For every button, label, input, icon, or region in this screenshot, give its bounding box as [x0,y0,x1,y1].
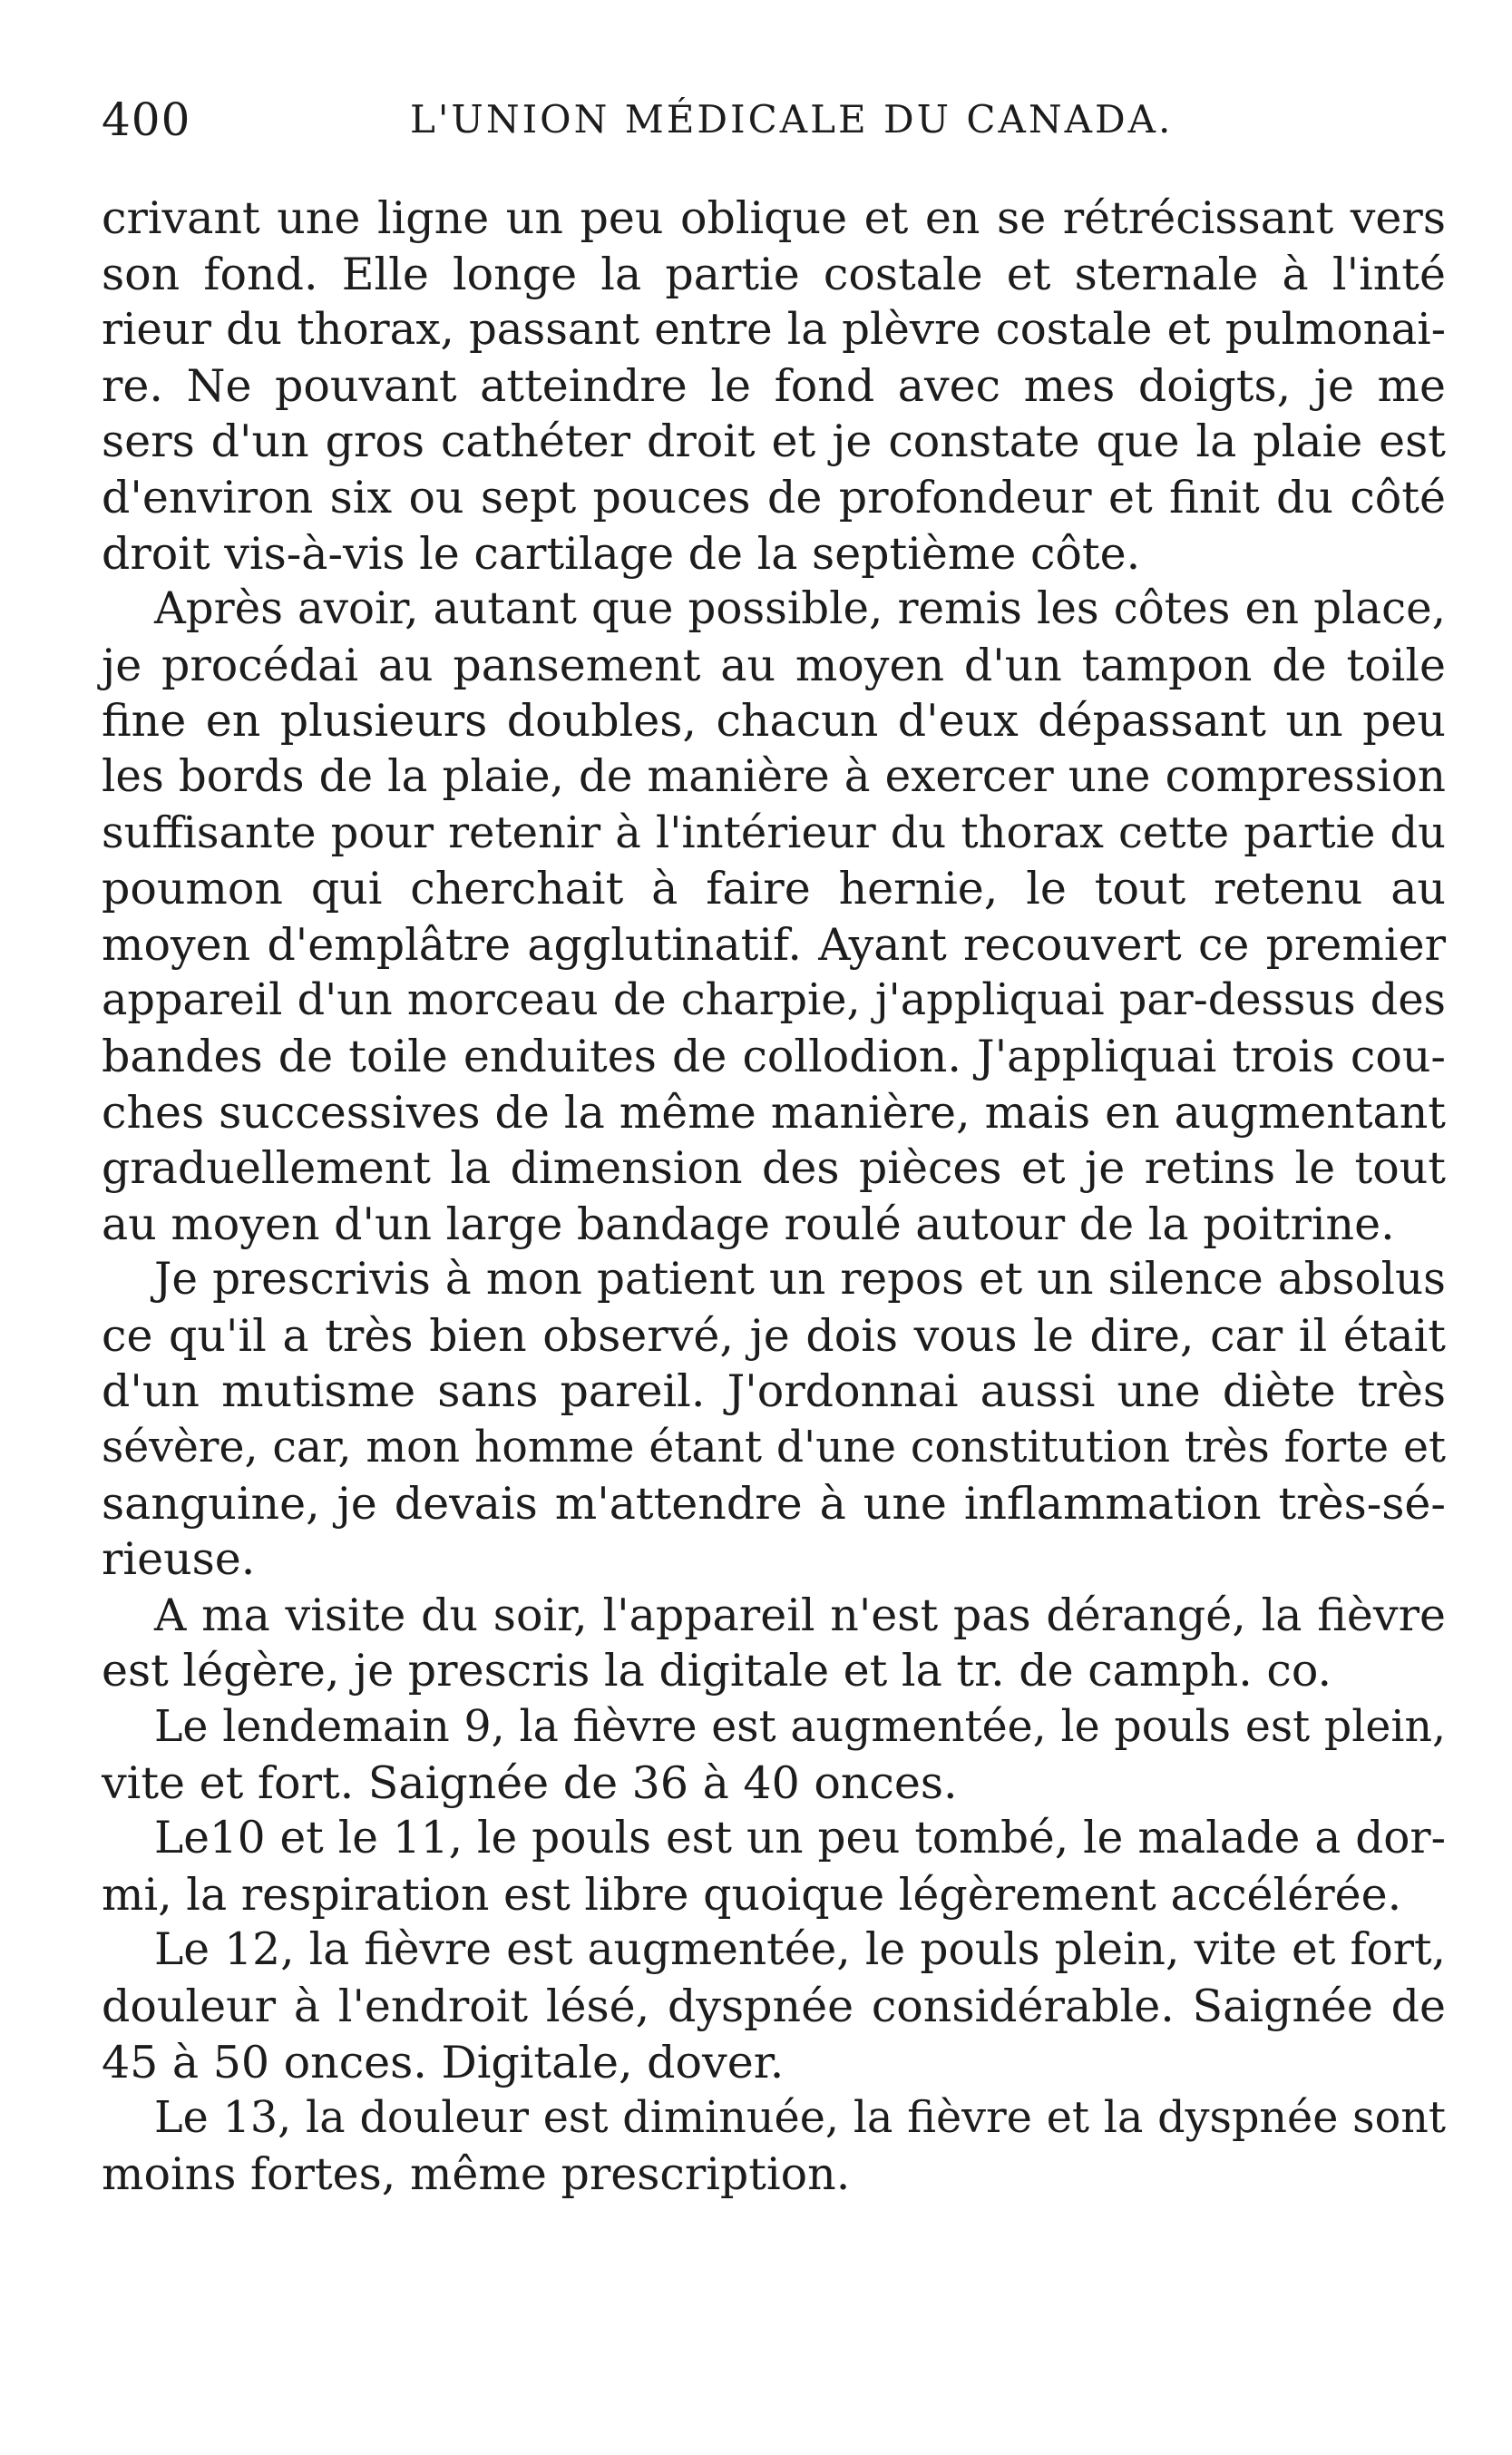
text-line: son fond. Elle longe la partie costale et sternale à l'inté [102,248,1446,300]
running-head [102,83,1444,156]
text-line: appareil d'un morceau de charpie, j'appliquai par-dessus des [102,975,1446,1026]
text-line: 45 à 50 onces. Digitale, dover. [102,2036,785,2088]
body-text [102,191,1446,2202]
text-line: est légère, je prescris la digitale et la tr. de camph. co. [102,1645,1332,1697]
text-line: ce qu'il a très bien observé, je dois vous le dire, car il était [102,1309,1446,1362]
text-line: je procédai au pansement au moyen d'un tampon de toile [102,639,1446,691]
text-line: fine en plusieurs doubles, chacun d'eux dépassant un peu [102,695,1446,748]
text-line: d'un mutisme sans pareil. J'ordonnai aussi une diète très [102,1365,1446,1418]
text-line: moyen d'emplâtre agglutinatif. Ayant recouvert ce premier [102,918,1446,971]
text-line: mi, la respiration est libre quoique légèrement accélérée. [102,1868,1402,1921]
text-line: A ma visite du soir, l'appareil n'est pas dérangé, la fièvre [154,1589,1446,1641]
text-line: moins fortes, même prescription. [102,2147,851,2200]
text-line: Je prescrivis à mon patient un repos et un silence absolus [154,1254,1446,1306]
text-line: Le10 et le 11, le pouls est un peu tombé, le malade a dor- [154,1813,1446,1864]
text-line: poumon qui cherchait à faire hernie, le tout retenu au [102,863,1446,915]
text-line: Le 12, la fièvre est augmentée, le pouls plein, vite et fort, [154,1924,1446,1976]
text-line: vite et fort. Saignée de 36 à 40 onces. [102,1756,958,1809]
text-line: rieur du thorax, passant entre la plèvre costale et pulmonai- [102,304,1446,356]
text-line: sers d'un gros cathéter droit et je constate que la plaie est [102,416,1446,468]
text-line: bandes de toile enduites de collodion. J'appliquai trois cou- [102,1030,1446,1082]
text-line: douleur à l'endroit lésé, dyspnée considérable. Saignée de [102,1981,1446,2032]
journal-title: L'UNION MÉDICALE DU CANADA. [410,97,1174,142]
text-line: sanguine, je devais m'attendre à une inflammation très-sé- [102,1477,1446,1530]
text-line: sévère, car, mon homme étant d'une constitution très forte et [102,1423,1446,1473]
page-number: 400 [102,93,191,146]
text-line: Le 13, la douleur est diminuée, la fièvre et la dyspnée sont [154,2093,1446,2144]
text-line: Le lendemain 9, la fièvre est augmentée, le pouls est plein, [154,1702,1446,1753]
text-line: d'environ six ou sept pouces de profondeur et finit du côté [102,471,1446,523]
text-line: les bords de la plaie, de manière à exercer une compression [102,750,1446,802]
text-line: ches successives de la même manière, mais en augmentant [102,1086,1446,1139]
text-line: au moyen d'un large bandage roulé autour de la poitrine. [102,1198,1395,1250]
text-line: droit vis-à-vis le cartilage de la septième côte. [102,527,1141,580]
text-line: crivant une ligne un peu oblique et en se rétrécissant vers [102,192,1446,244]
text-line: suffisante pour retenir à l'intérieur du thorax cette partie du [102,807,1446,858]
text-line: rieuse. [102,1533,256,1586]
text-line: re. Ne pouvant atteindre le fond avec mes doigts, je me [102,359,1446,412]
text-line: Après avoir, autant que possible, remis les côtes en place, [154,583,1446,635]
text-line: graduellement la dimension des pièces et je retins le tout [102,1142,1446,1195]
